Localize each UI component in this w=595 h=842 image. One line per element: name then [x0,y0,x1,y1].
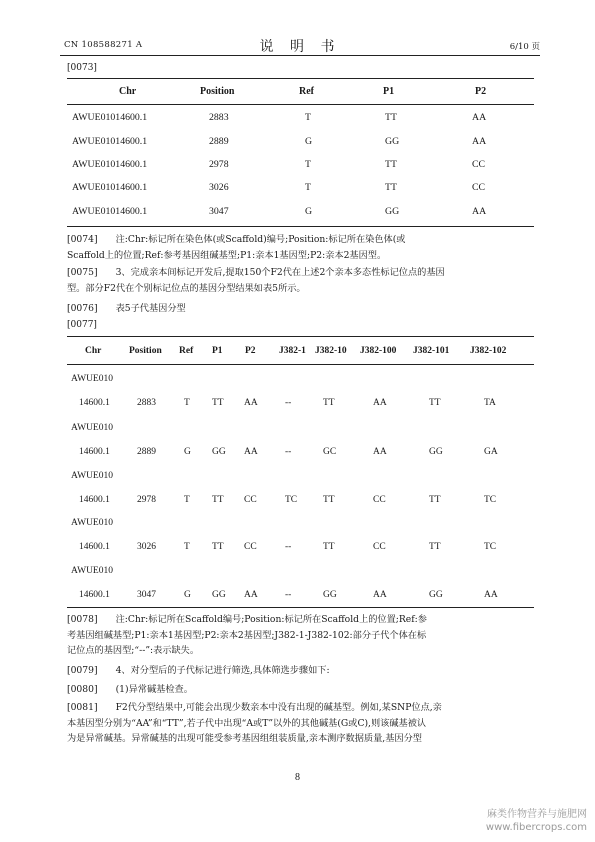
table1-cell-ref: T [305,112,311,123]
table2-col-j382-101: J382-101 [413,346,450,356]
para-text: 3、完成亲本间标记开发后,提取150个F2代在上述2个亲本多态性标记位点的基因 [115,267,445,278]
table2-cell-position: 2889 [137,447,156,457]
para-text: 注:Chr:标记所在染色体(或Scaffold)编号;Position:标记所在染色体(或 [115,234,406,245]
table2-cell-j382-1: -- [285,590,292,600]
table1-header-rule [67,104,534,105]
table-row [67,182,534,196]
table2-cell-chr-bottom: 14600.1 [79,495,110,505]
para-tag-0081: [0081] [67,702,98,713]
table2-col-j382-100: J382-100 [360,346,397,356]
table1-cell-p2: CC [472,159,486,170]
table1-cell-p1: GG [385,206,400,217]
table1-cell-p2: CC [472,182,486,193]
table2-cell-chr-bottom: 14600.1 [79,398,110,408]
page-info: 6/10 页 [509,42,540,52]
table1-cell-p2: AA [472,206,487,217]
para-text: F2代分型结果中,可能会出现少数亲本中没有出现的碱基型。例如,某SNP位点,亲 [115,702,442,713]
para-text: Scaffold上的位置;Ref:参考基因组碱基型;P1:亲本1基因型;P2:亲本2基因型。 [67,249,387,261]
paragraph-0078 [67,612,535,659]
table2-header [67,346,535,362]
table1-cell-chr: AWUE01014600.1 [72,112,148,123]
para-text: 记位点的基因型;“--”:表示缺失。 [67,645,200,656]
para-tag-0076: [0076] [67,303,98,314]
table2-cell-p2: AA [244,447,258,457]
page-header [60,36,540,54]
table-row-chr-top [67,423,535,437]
table1-cell-p1: TT [385,112,397,123]
para-text: 型。部分F2代在个别标记位点的基因分型结果如表5所示。 [67,282,306,294]
table2-col-j382-102: J382-102 [470,346,507,356]
table2-cell-j382-10: TT [323,542,335,552]
table2-cell-p1: GG [212,447,226,457]
table2-cell-ref: T [184,398,190,408]
table-row [67,495,535,509]
table2-cell-p2: CC [244,495,257,505]
table2-cell-position: 2883 [137,398,156,408]
table-row [67,136,534,150]
table2-cell-j382-10: TT [323,398,335,408]
table-row [67,542,535,556]
para-text: (1)异常碱基检查。 [115,684,193,695]
table2-bottom-rule [67,607,534,608]
table1-col-position: Position [200,86,235,97]
table2-col-j382-10: J382-10 [315,346,347,356]
para-tag-0074: [0074] [67,234,98,245]
table1-col-p2: P2 [475,86,487,97]
table2-cell-ref: T [184,542,190,552]
table1-cell-p1: GG [385,136,400,147]
table2-col-p1: P1 [212,346,223,356]
table1-col-chr: Chr [119,86,137,97]
table2-cell-j382-101: GG [429,447,443,457]
para-tag-0079: [0079] [67,665,98,676]
table1-cell-chr: AWUE01014600.1 [72,182,148,193]
table2-cell-j382-100: CC [373,495,386,505]
table2-col-j382-1: J382-1 [279,346,306,356]
paragraph-0079 [67,663,535,679]
page-title: 说 明 书 [259,39,341,55]
para-text: 考基因组碱基型;P1:亲本1基因型;P2:亲本2基因型;J382-1-J382-102:部分子代个体在标 [67,629,427,641]
table2-cell-chr-top: AWUE010 [71,374,113,384]
table1-cell-chr: AWUE01014600.1 [72,159,148,170]
table-row [67,112,534,126]
table1-cell-p2: AA [472,136,487,147]
table2-cell-j382-1: -- [285,542,292,552]
table2-cell-p2: CC [244,542,257,552]
table2-cell-chr-top: AWUE010 [71,423,113,433]
table1-cell-position: 2889 [209,136,229,147]
table2-cell-j382-10: TT [323,495,335,505]
table2-cell-p1: TT [212,542,224,552]
table-row [67,159,534,173]
watermark-url: www.fibercrops.com [485,822,587,833]
table1-cell-p2: AA [472,112,487,123]
para-tag-0078: [0078] [67,614,98,625]
table1-cell-chr: AWUE01014600.1 [72,136,148,147]
table2-cell-chr-bottom: 14600.1 [79,447,110,457]
para-tag-0073: [0073] [67,63,97,73]
table1-cell-ref: T [305,159,311,170]
watermark [486,808,587,834]
table-row [67,206,534,220]
table2-cell-j382-101: GG [429,590,443,600]
table2-cell-position: 2978 [137,495,156,505]
table1-bottom-rule [67,226,534,227]
paragraph-0074 [67,232,535,263]
table2-col-p2: P2 [245,346,256,356]
table1-header [67,86,534,102]
para-tag-0075: [0075] [67,267,98,278]
table-row [67,590,535,604]
table2-cell-chr-top: AWUE010 [71,471,113,481]
table-row-chr-top [67,518,535,532]
table2-cell-position: 3047 [137,590,156,600]
table2-cell-j382-1: TC [285,495,298,505]
table1-cell-p1: TT [385,182,397,193]
table1-cell-position: 2883 [209,112,229,123]
table2-cell-j382-102: TA [484,398,496,408]
table1-top-rule [67,78,534,79]
table2-cell-j382-10: GC [323,447,337,457]
table2-cell-ref: T [184,495,190,505]
table2-cell-j382-100: AA [373,590,387,600]
table-row-chr-top [67,471,535,485]
table2-cell-j382-100: AA [373,447,387,457]
para-text: 注:Chr:标记所在Scaffold编号;Position:标记所在Scaffold上的位置;Ref:参 [115,614,427,625]
table1-cell-ref: T [305,182,311,193]
para-text: 本基因型分别为“AA”和“TT”,若子代中出现“A或T”以外的其他碱基(G或C),则该碱基被认 [67,717,427,729]
table-row [67,398,535,412]
table2-col-ref: Ref [179,346,194,356]
table-caption: 表5子代基因分型 [115,303,186,314]
table-row-chr-top [67,374,535,388]
table2-cell-j382-101: TT [429,495,441,505]
table2-cell-position: 3026 [137,542,156,552]
table2-cell-ref: G [184,447,191,457]
para-text: 为是异常碱基。异常碱基的出现可能受参考基因组组装质量,亲本测序数据质量,基因分型 [67,733,422,744]
paragraph-0080 [67,682,535,698]
table1-cell-ref: G [305,206,313,217]
table1-cell-p1: TT [385,159,397,170]
table2-header-rule [67,364,534,365]
table1-col-ref: Ref [299,86,314,97]
table2-cell-j382-101: TT [429,542,441,552]
watermark-title: 麻类作物营养与施肥网 [487,809,587,820]
table2-cell-j382-10: GG [323,590,337,600]
table2-cell-p1: TT [212,398,224,408]
table2-cell-chr-top: AWUE010 [71,518,113,528]
paragraph-0076 [67,301,535,317]
table2-cell-chr-top: AWUE010 [71,566,113,576]
table1-cell-position: 3047 [209,206,229,217]
table2-col-position: Position [129,346,162,356]
table2-col-chr: Chr [85,346,102,356]
table2-cell-p1: GG [212,590,226,600]
table2-cell-j382-102: TC [484,495,497,505]
table2-cell-j382-102: AA [484,590,498,600]
table1-cell-position: 2978 [209,159,229,170]
table2-cell-chr-bottom: 14600.1 [79,590,110,600]
table2-cell-j382-1: -- [285,447,292,457]
header-divider [60,55,540,56]
paragraph-0081 [67,700,535,747]
table2-cell-j382-102: TC [484,542,497,552]
table2-cell-p1: TT [212,495,224,505]
table2-cell-j382-101: TT [429,398,441,408]
table1-cell-position: 3026 [209,182,229,193]
table2-cell-j382-100: CC [373,542,386,552]
table-row [67,447,535,461]
table2-cell-p2: AA [244,398,258,408]
table1-col-p1: P1 [383,86,395,97]
para-text: 4、对分型后的子代标记进行筛选,具体筛选步骤如下: [115,665,330,676]
table2-cell-chr-bottom: 14600.1 [79,542,110,552]
table2-cell-j382-1: -- [285,398,292,408]
page-number: 8 [295,772,300,783]
table1-cell-chr: AWUE01014600.1 [72,206,148,217]
para-tag-0080: [0080] [67,684,98,695]
table2-cell-j382-102: GA [484,447,498,457]
table2-cell-ref: G [184,590,191,600]
table2-top-rule [67,336,534,337]
table-row-chr-top [67,566,535,580]
doc-number: CN 108588271 A [64,40,143,50]
paragraph-0075 [67,265,535,296]
table1-cell-ref: G [305,136,313,147]
para-tag-0077: [0077] [67,320,97,330]
table2-cell-j382-100: AA [373,398,387,408]
table2-cell-p2: AA [244,590,258,600]
